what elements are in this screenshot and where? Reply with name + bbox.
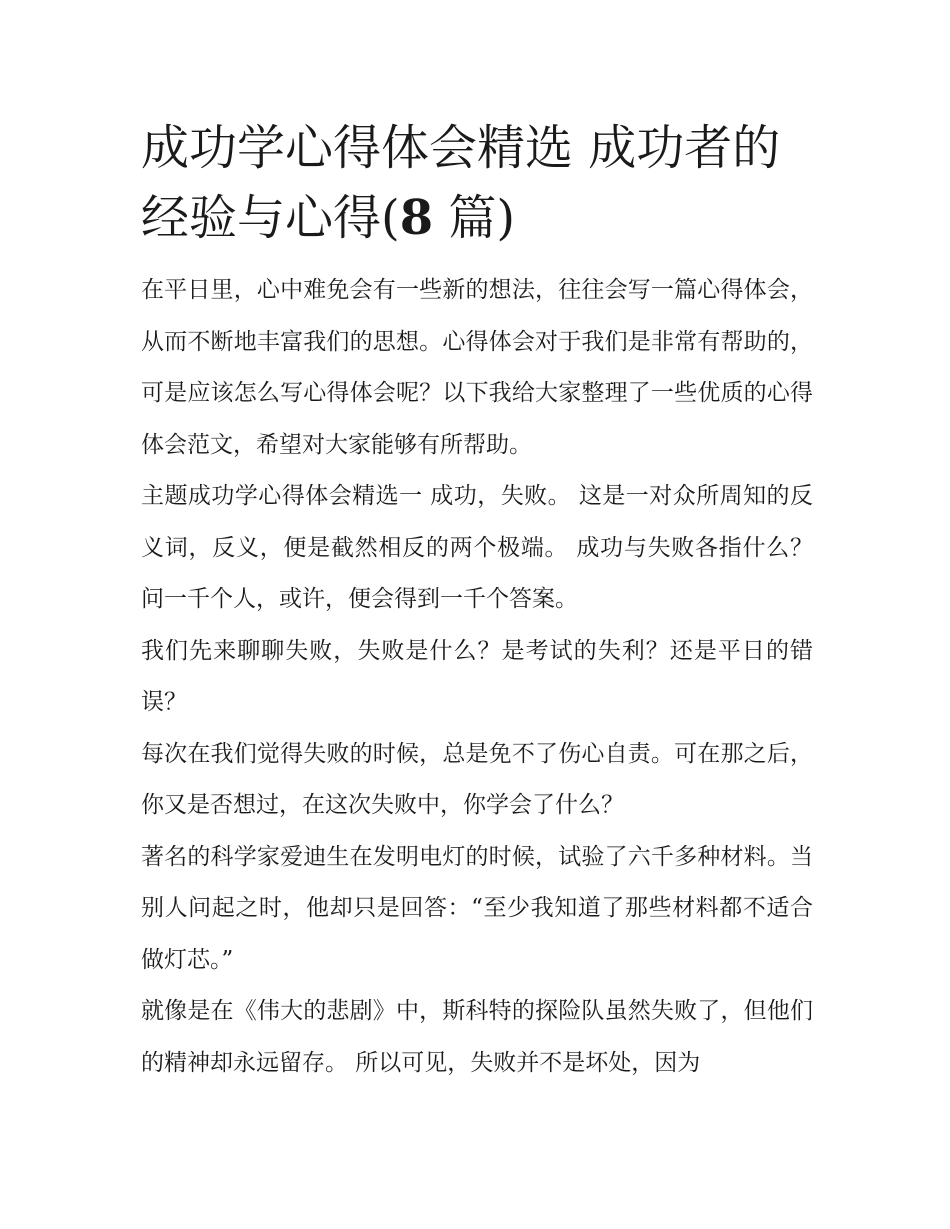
paragraph: 著名的科学家爱迪生在发明电灯的时候，试验了六千多种材料。当别人问起之时，他却只是回答：“至少我知道了那些材料都不适合做灯芯。” (141, 843, 813, 973)
document-body (141, 265, 813, 1089)
paragraph: 每次在我们觉得失败的时候，总是免不了伤心自责。可在那之后，你又是否想过，在这次失败中，你学会了什么？ (141, 740, 813, 818)
document-page (141, 113, 813, 1089)
document-title: 成功学心得体会精选 成功者的经验与心得(8 篇) (141, 120, 781, 246)
paragraph: 在平日里，心中难免会有一些新的想法，往往会写一篇心得体会，从而不断地丰富我们的思想。心得体会对于我们是非常有帮助的，可是应该怎么写心得体会呢？以下我给大家整理了一些优质的心得体会范文，希望对大家能够有所帮助。 (141, 277, 813, 458)
paragraph: 我们先来聊聊失败，失败是什么？是考试的失利？还是平日的错误？ (141, 637, 813, 715)
title-number: 8 (399, 190, 434, 246)
paragraph: 就像是在《伟大的悲剧》中，斯科特的探险队虽然失败了，但他们的精神却永远留存。 所以可见，失败并不是坏处，因为 (141, 998, 813, 1076)
paragraph: 主题成功学心得体会精选一 成功，失败。 这是一对众所周知的反义词，反义，便是截然相反的两个极端。 成功与失败各指什么？问一千个人，或许，便会得到一千个答案。 (141, 483, 813, 612)
